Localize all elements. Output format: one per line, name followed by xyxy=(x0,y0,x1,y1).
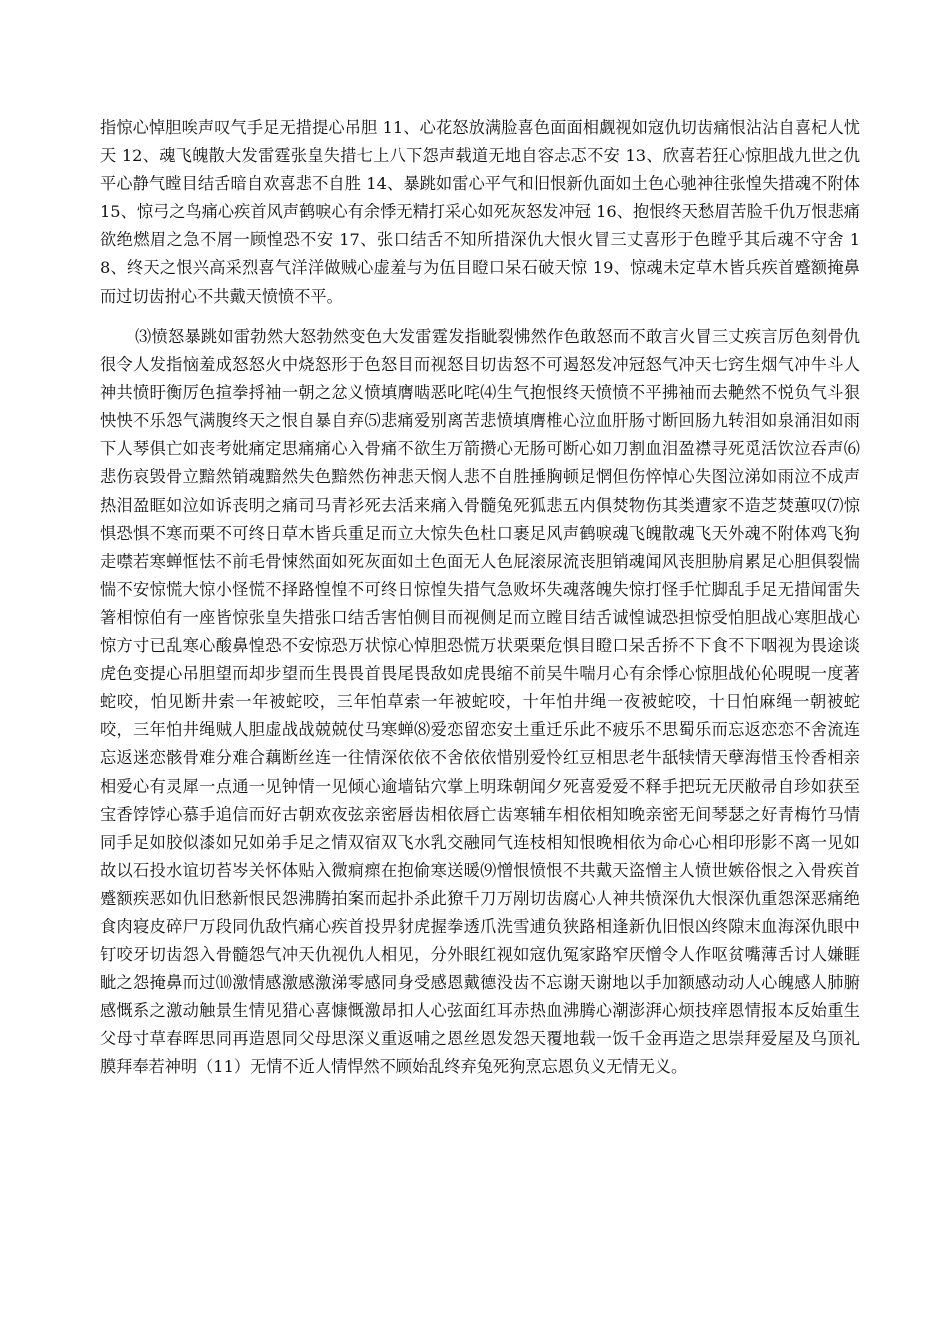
paragraph-text: ⑶愤怒暴跳如雷勃然大怒勃然变色大发雷霆发指眦裂怫然作色敢怒而不敢言火冒三丈疾言厉色刻骨仇很令人发指恼羞成怒怒火中烧怒形于色怒目而视怒目切齿怒不可遏怒发冲冠怒气冲天七窍生烟气冲牛斗人神共愤盱衡厉色揎拳捋袖一朝之忿义愤填膺啮恶叱咤⑷生气抱恨终天愤愤不平拂袖而去艴然不悦负气斗狠怏怏不乐怨气满腹终天之恨自暴自弃⑸悲痛爱别离苦悲愤填膺椎心泣血肝肠寸断回肠九转泪如泉涌泪如雨下人琴俱亡如丧考妣痛定思痛痛心入骨痛不欲生万箭攒心无肠可断心如刀割血泪盈襟寻死觅活饮泣吞声⑹悲伤哀毁骨立黯然销魂黯然失色黯然伤神悲天悯人悲不自胜捶胸顿足惘但伤悴悼心失图泣涕如雨泣不成声热泪盈眶如泣如诉丧明之痛司马青衫死去活来痛入骨髓兔死狐悲五内俱焚物伤其类遭家不造芝焚蕙叹⑺惊惧恐惧不寒而栗不可终日草木皆兵重足而立大惊失色杜口裹足风声鹤唳魂飞魄散魂飞天外魂不附体鸡飞狗走噤若寒蝉恇怯不前毛骨悚然面如死灰面如土色面无人色屁滚尿流丧胆销魂闻风丧胆胁肩累足心胆俱裂惴惴不安惊慌大惊小怪慌不择路惶惶不可终日惊惶失措气急败坏失魂落魄失惊打怪手忙脚乱手足无措闻雷失箸相惊伯有一座皆惊张皇失措张口结舌害怕侧目而视侧足而立瞠目结舌诚惶诚恐担惊受怕胆战心寒胆战心惊方寸已乱寒心酸鼻惶恐不安惊恐万状惊心悼胆恐慌万状栗栗危惧目瞪口呆舌挢不下食不下咽视为畏途谈虎色变提心吊胆望而却步望而生畏畏首畏尾畏敌如虎畏缩不前吴牛喘月心有余悸心惊胆战伈伈晛晛一度著蛇咬，怕见断井索一年被蛇咬，三年怕草索一年被蛇咬，十年怕井绳一夜被蛇咬，十日怕麻绳一朝被蛇咬，三年怕井绳贼人胆虚战战兢兢仗马寒蝉⑻爱恋留恋安土重迁乐此不疲乐不思蜀乐而忘返恋恋不舍流连忘返迷恋骸骨难分难合藕断丝连一往情深依依不舍依依惜别爱怜红豆相思老牛舐犊情天孽海惜玉怜香相亲相爱心有灵犀一点通一见钟情一见倾心逾墙钻穴掌上明珠朝闻夕死喜爱爱不释手把玩无厌敝帚自珍如获至宝香饽饽心慕手追信而好古朝欢夜弦亲密唇齿相依唇亡齿寒辅车相依相知晚亲密无间琴瑟之好青梅竹马情同手足如胶似漆如兄如弟手足之情双宿双飞水乳交融同气连枝相知恨晚相依为命心心相印形影不离一见如故以石投水谊切苔岑关怀体贴入微痌瘝在抱偷寒送暖⑼憎恨愤恨不共戴天盗憎主人愤世嫉俗恨之入骨疾首蹙额疾恶如仇旧愁新恨民怨沸腾拍案而起扑杀此獠千刀万剐切齿腐心人神共愤深仇大恨深仇重怨深恶痛绝食肉寝皮碎尸万段同仇敌忾痛心疾首投畀豺虎握拳透爪洗雪逋负狭路相逢新仇旧恨凶终隙末血海深仇眼中钉咬牙切齿怨入骨髓怨气冲天仇视仇人相见，分外眼红视如寇仇冤家路窄厌憎令人作呕贫嘴薄舌讨人嫌睚眦之怨掩鼻而过⑽激情感激感激涕零感同身受感恩戴德没齿不忘谢天谢地以手加额感动动人心魄感人肺腑感慨系之激动触景生情见猎心喜慷慨激昂扣人心弦面红耳赤热血沸腾心潮澎湃心烦技痒恩情报本反始重生父母寸草春晖思同再造恩同父母思深义重返哺之恩丝恩发怨天覆地载一饭千金再造之思崇拜爱屋及乌顶礼膜拜奉若神明（11）无情不近人情悍然不顾始乱终弃兔死狗烹忘恩负义无情无义。 xyxy=(100,327,860,1077)
document-paragraph-emotion-categories xyxy=(100,323,860,1082)
paragraph-text: 指惊心悼胆唉声叹气手足无措提心吊胆 11、心花怒放满脸喜色面面相觑视如寇仇切齿痛恨沾沾自喜杞人忧天 12、魂飞魄散大发雷霆张皇失措七上八下怨声载道无地自容忐忑不安 13、欣喜若狂心惊胆战九世之仇平心静气瞠目结舌暗自欢喜悲不自胜 14、暴跳如雷心平气和旧恨新仇面如土色心驰神往张惶失措魂不附体 15、惊弓之鸟痛心疾首风声鹤唳心有余悸无精打采心如死灰怒发冲冠 16、抱恨终天愁眉苦脸千仇万恨悲痛欲绝燃眉之急不屑一顾惶恐不安 17、张口结舌不知所措深仇大恨火冒三丈喜形于色瞠乎其后魂不守舍 18、终天之恨兴高采烈喜气洋洋做贼心虚羞与为伍目瞪口呆石破天惊 19、惊魂未定草木皆兵疾首蹙额掩鼻而过切齿拊心不共戴天愤愤不平。 xyxy=(100,118,860,306)
document-paragraph-idioms-list-continued xyxy=(100,114,860,311)
